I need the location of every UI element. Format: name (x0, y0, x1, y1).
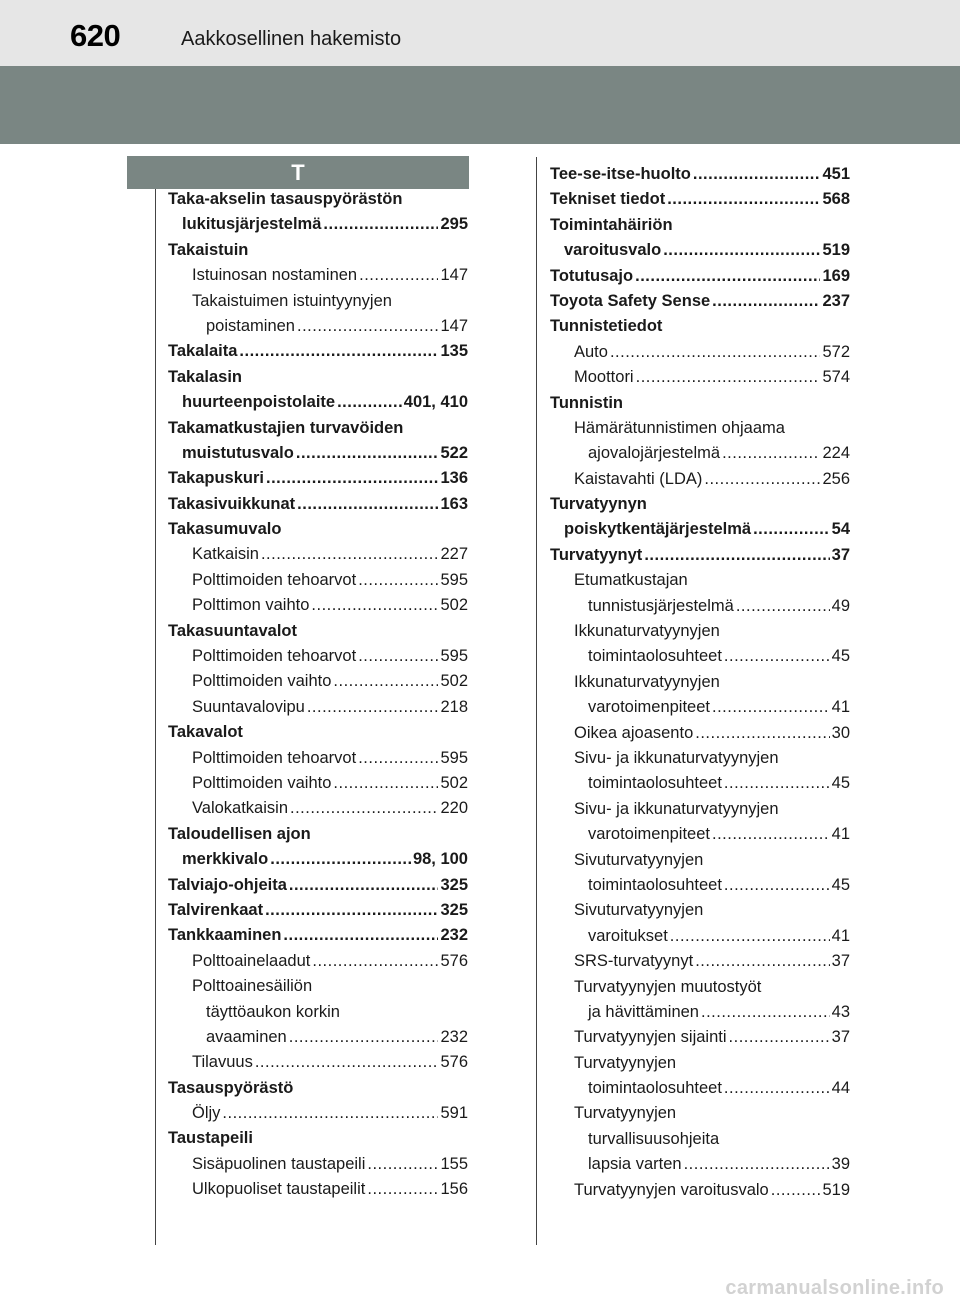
index-entry (550, 1076, 850, 1101)
dot-leader (729, 1025, 830, 1050)
dot-leader (337, 390, 402, 415)
index-entry (550, 340, 850, 365)
dot-leader (358, 746, 438, 771)
index-entry (168, 873, 468, 898)
entry-term: Polttimon vaihto (192, 596, 310, 615)
letter-tab: T (127, 156, 469, 189)
entry-term: Valokatkaisin (192, 799, 288, 818)
dot-leader (323, 212, 438, 237)
entry-term: Toyota Safety Sense (550, 291, 711, 310)
entry-term: Kaistavahti (LDA) (574, 469, 703, 488)
dot-leader (636, 365, 821, 390)
entry-page-ref: 45 (831, 647, 850, 666)
index-entry (550, 594, 850, 619)
dot-leader (724, 873, 830, 898)
entry-term: toimintaolosuhteet (588, 875, 722, 894)
entry-page-ref: 49 (831, 596, 850, 615)
index-entry (168, 669, 468, 694)
index-entry (550, 949, 850, 974)
dot-leader (701, 1000, 830, 1025)
entry-term: Turvatyynyjen sijainti (574, 1028, 727, 1047)
dot-leader (663, 238, 820, 263)
entry-page-ref: 568 (822, 190, 850, 209)
index-heading: Takalasin (168, 367, 242, 386)
entry-page-ref: 237 (822, 291, 850, 310)
index-entry (550, 771, 850, 796)
entry-page-ref: 519 (822, 241, 850, 260)
entry-term: Sisäpuolinen taustapeili (192, 1154, 366, 1173)
index-entry (550, 1152, 850, 1177)
index-entry (550, 187, 850, 212)
entry-page-ref: 576 (440, 1053, 468, 1072)
entry-page-ref: 574 (822, 368, 850, 387)
index-entry (550, 924, 850, 949)
section-title: Aakkosellinen hakemisto (181, 28, 402, 50)
dot-leader (695, 949, 829, 974)
dot-leader (239, 339, 438, 364)
index-heading: Takamatkustajien turvavöiden (168, 418, 404, 437)
entry-page-ref: 45 (831, 875, 850, 894)
index-entry (550, 1025, 850, 1050)
dot-leader (255, 1050, 439, 1075)
entry-term: Tekniset tiedot (550, 190, 666, 209)
index-entry (550, 289, 850, 314)
index-entry (550, 365, 850, 390)
entry-page-ref: 502 (440, 773, 468, 792)
left-column-rule (155, 189, 156, 1245)
dot-leader (712, 695, 830, 720)
dot-leader (771, 1178, 821, 1203)
index-entry (168, 1177, 468, 1202)
entry-term: poistaminen (206, 316, 295, 335)
index-heading: Taka-akselin tasauspyörästön (168, 190, 403, 208)
index-entry (168, 847, 468, 872)
index-entry (550, 467, 850, 492)
index-entry (550, 695, 850, 720)
index-entry (168, 593, 468, 618)
dot-leader (311, 593, 438, 618)
dot-leader (367, 1152, 438, 1177)
entry-page-ref: 256 (822, 469, 850, 488)
index-heading: Takavalot (168, 723, 243, 742)
header-strip (0, 0, 960, 66)
entry-page-ref: 224 (822, 444, 850, 463)
entry-term: Tee-se-itse-huolto (550, 165, 691, 183)
page-number: 620 (70, 18, 121, 53)
dot-leader (283, 923, 438, 948)
dot-leader (712, 822, 830, 847)
entry-term: muistutusvalo (182, 443, 294, 462)
index-entry (168, 390, 468, 415)
dot-leader (635, 264, 820, 289)
index-entry (168, 1101, 468, 1126)
index-heading: Polttoainesäiliön (192, 977, 313, 996)
index-heading: Takasuuntavalot (168, 621, 297, 640)
entry-term: poiskytkentäjärjestelmä (564, 520, 752, 539)
entry-page-ref: 519 (822, 1180, 850, 1199)
dot-leader (296, 441, 439, 466)
entry-term: merkkivalo (182, 850, 269, 869)
entry-page-ref: 595 (440, 570, 468, 589)
entry-term: Turvatyynyt (550, 545, 643, 564)
entry-page-ref: 576 (440, 951, 468, 970)
dot-leader (222, 1101, 438, 1126)
index-heading: Sivuturvatyynyjen (574, 850, 704, 869)
entry-page-ref: 135 (440, 342, 468, 361)
index-column-right (550, 162, 850, 1203)
entry-page-ref: 502 (440, 672, 468, 691)
index-entry (550, 721, 850, 746)
entry-page-ref: 451 (822, 165, 850, 183)
index-heading: Turvatyynyjen (574, 1053, 677, 1072)
dot-leader (290, 796, 438, 821)
entry-page-ref: 39 (831, 1155, 850, 1174)
entry-page-ref: 401, 410 (403, 393, 468, 412)
entry-term: Katkaisin (192, 545, 259, 564)
index-entry (168, 339, 468, 364)
dot-leader (312, 949, 438, 974)
entry-page-ref: 595 (440, 647, 468, 666)
index-entry (550, 1178, 850, 1203)
entry-term: varotoimenpiteet (588, 825, 710, 844)
dot-leader (712, 289, 820, 314)
index-entry (550, 644, 850, 669)
entry-term: Polttimoiden tehoarvot (192, 570, 357, 589)
index-entry (550, 517, 850, 542)
index-heading: Tunnistin (550, 393, 624, 412)
index-entry (168, 898, 468, 923)
dot-leader (670, 924, 830, 949)
index-entry (168, 923, 468, 948)
dot-leader (333, 771, 438, 796)
entry-page-ref: 232 (440, 926, 468, 945)
entry-page-ref: 44 (831, 1079, 850, 1098)
index-heading: Ikkunaturvatyynyjen (574, 672, 720, 691)
index-entry (550, 873, 850, 898)
entry-term: SRS-turvatyynyt (574, 952, 694, 971)
entry-term: ja hävittäminen (588, 1002, 699, 1021)
entry-term: Polttimoiden vaihto (192, 773, 332, 792)
entry-page-ref: 136 (440, 469, 468, 488)
dot-leader (667, 187, 820, 212)
index-entry (168, 441, 468, 466)
entry-term: Totutusajo (550, 266, 634, 285)
index-heading: Tasauspyörästö (168, 1078, 294, 1097)
dot-leader (724, 644, 830, 669)
entry-term: avaaminen (206, 1027, 287, 1046)
dot-leader (704, 467, 820, 492)
entry-term: lukitusjärjestelmä (182, 215, 322, 234)
dot-leader (358, 568, 438, 593)
entry-term: tunnistusjärjestelmä (588, 596, 734, 615)
entry-page-ref: 595 (440, 748, 468, 767)
entry-term: Talviajo-ohjeita (168, 875, 287, 894)
index-entry (168, 746, 468, 771)
right-column-rule (536, 157, 537, 1245)
dot-leader (265, 898, 438, 923)
dot-leader (266, 466, 438, 491)
entry-term: varoitukset (588, 926, 668, 945)
entry-page-ref: 37 (831, 952, 850, 971)
index-heading: täyttöaukon korkin (206, 1002, 340, 1021)
index-heading: Hämärätunnistimen ohjaama (574, 418, 785, 437)
entry-page-ref: 522 (440, 443, 468, 462)
index-entry (550, 238, 850, 263)
entry-page-ref: 147 (440, 316, 468, 335)
dot-leader (724, 771, 830, 796)
index-heading: Takaistuin (168, 240, 249, 259)
index-entry (168, 771, 468, 796)
entry-term: Takasivuikkunat (168, 494, 296, 513)
dot-leader (684, 1152, 830, 1177)
entry-page-ref: 155 (440, 1154, 468, 1173)
entry-term: Istuinosan nostaminen (192, 266, 358, 285)
entry-term: lapsia varten (588, 1155, 682, 1174)
dot-leader (693, 162, 821, 187)
index-entry (168, 1025, 468, 1050)
index-column-left (168, 187, 468, 1203)
dot-leader (753, 517, 830, 542)
entry-term: Polttoainelaadut (192, 951, 311, 970)
index-heading: Turvatyynyn (550, 495, 647, 514)
entry-term: Takapuskuri (168, 469, 264, 488)
entry-page-ref: 54 (831, 520, 850, 539)
entry-page-ref: 232 (440, 1027, 468, 1046)
dot-leader (644, 543, 829, 568)
entry-page-ref: 227 (440, 545, 468, 564)
dot-leader (297, 314, 438, 339)
dot-leader (270, 847, 411, 872)
entry-page-ref: 37 (831, 1028, 850, 1047)
dot-leader (367, 1177, 438, 1202)
index-entry (168, 263, 468, 288)
entry-term: Ulkopuoliset taustapeilit (192, 1180, 366, 1199)
watermark: carmanualsonline.info (725, 1277, 944, 1299)
index-entry (168, 644, 468, 669)
index-entry (168, 796, 468, 821)
index-heading: Ikkunaturvatyynyjen (574, 622, 720, 641)
index-heading: Tunnistetiedot (550, 317, 663, 336)
entry-term: varoitusvalo (564, 241, 662, 260)
index-entry (168, 314, 468, 339)
entry-term: toimintaolosuhteet (588, 647, 722, 666)
entry-page-ref: 41 (831, 926, 850, 945)
entry-page-ref: 41 (831, 698, 850, 717)
index-heading: Sivu- ja ikkunaturvatyynyjen (574, 748, 779, 767)
index-heading: Toimintahäiriön (550, 215, 673, 234)
index-entry (550, 543, 850, 568)
index-entry (168, 568, 468, 593)
index-heading: Sivuturvatyynyjen (574, 901, 704, 920)
dot-leader (358, 644, 438, 669)
entry-page-ref: 325 (440, 900, 468, 919)
index-entry (168, 1152, 468, 1177)
entry-term: huurteenpoistolaite (182, 393, 336, 412)
entry-term: Suuntavalovipu (192, 697, 305, 716)
entry-term: Turvatyynyjen varoitusvalo (574, 1180, 769, 1199)
index-entry (550, 822, 850, 847)
index-heading: Takaistuimen istuintyynyjen (192, 291, 392, 310)
entry-term: Öljy (192, 1104, 221, 1123)
index-entry (550, 264, 850, 289)
dot-leader (333, 669, 438, 694)
index-entry (550, 441, 850, 466)
entry-page-ref: 98, 100 (412, 850, 468, 869)
entry-term: Auto (574, 342, 608, 361)
dot-leader (307, 695, 439, 720)
header-banner (0, 66, 960, 144)
entry-term: Polttimoiden tehoarvot (192, 748, 357, 767)
entry-page-ref: 156 (440, 1180, 468, 1199)
index-heading: turvallisuusohjeita (588, 1129, 720, 1148)
entry-term: varotoimenpiteet (588, 698, 710, 717)
entry-page-ref: 295 (440, 215, 468, 234)
dot-leader (724, 1076, 830, 1101)
dot-leader (289, 1025, 439, 1050)
index-heading: Takasumuvalo (168, 520, 282, 539)
dot-leader (261, 542, 439, 567)
entry-page-ref: 325 (440, 875, 468, 894)
dot-leader (610, 340, 821, 365)
entry-page-ref: 45 (831, 774, 850, 793)
dot-leader (736, 594, 830, 619)
index-entry (168, 695, 468, 720)
index-entry (168, 949, 468, 974)
dot-leader (359, 263, 438, 288)
index-heading: Etumatkustajan (574, 571, 688, 590)
entry-term: Oikea ajoasento (574, 723, 694, 742)
entry-page-ref: 30 (831, 723, 850, 742)
entry-term: Polttimoiden tehoarvot (192, 647, 357, 666)
entry-page-ref: 147 (440, 266, 468, 285)
entry-term: ajovalojärjestelmä (588, 444, 721, 463)
index-heading: Turvatyynyjen (574, 1104, 677, 1123)
dot-leader (695, 721, 829, 746)
index-heading: Turvatyynyjen muutostyöt (574, 977, 762, 996)
entry-page-ref: 43 (831, 1002, 850, 1021)
index-heading: Taloudellisen ajon (168, 824, 311, 843)
index-heading: Sivu- ja ikkunaturvatyynyjen (574, 799, 779, 818)
entry-page-ref: 163 (440, 494, 468, 513)
index-heading: Taustapeili (168, 1129, 253, 1148)
index-entry (550, 162, 850, 187)
entry-page-ref: 169 (822, 266, 850, 285)
entry-page-ref: 591 (440, 1104, 468, 1123)
entry-page-ref: 218 (440, 697, 468, 716)
index-entry (168, 492, 468, 517)
index-entry (168, 542, 468, 567)
index-entry (168, 1050, 468, 1075)
entry-page-ref: 37 (831, 545, 850, 564)
index-entry (168, 212, 468, 237)
entry-term: Takalaita (168, 342, 238, 361)
entry-page-ref: 220 (440, 799, 468, 818)
index-entry (550, 1000, 850, 1025)
entry-term: toimintaolosuhteet (588, 774, 722, 793)
dot-leader (289, 873, 439, 898)
entry-term: Talvirenkaat (168, 900, 264, 919)
dot-leader (722, 441, 820, 466)
index-entry (168, 466, 468, 491)
entry-term: Moottori (574, 368, 634, 387)
entry-page-ref: 41 (831, 825, 850, 844)
entry-term: Tankkaaminen (168, 926, 282, 945)
entry-term: Tilavuus (192, 1053, 253, 1072)
entry-page-ref: 572 (822, 342, 850, 361)
entry-term: toimintaolosuhteet (588, 1079, 722, 1098)
dot-leader (297, 492, 438, 517)
entry-page-ref: 502 (440, 596, 468, 615)
entry-term: Polttimoiden vaihto (192, 672, 332, 691)
